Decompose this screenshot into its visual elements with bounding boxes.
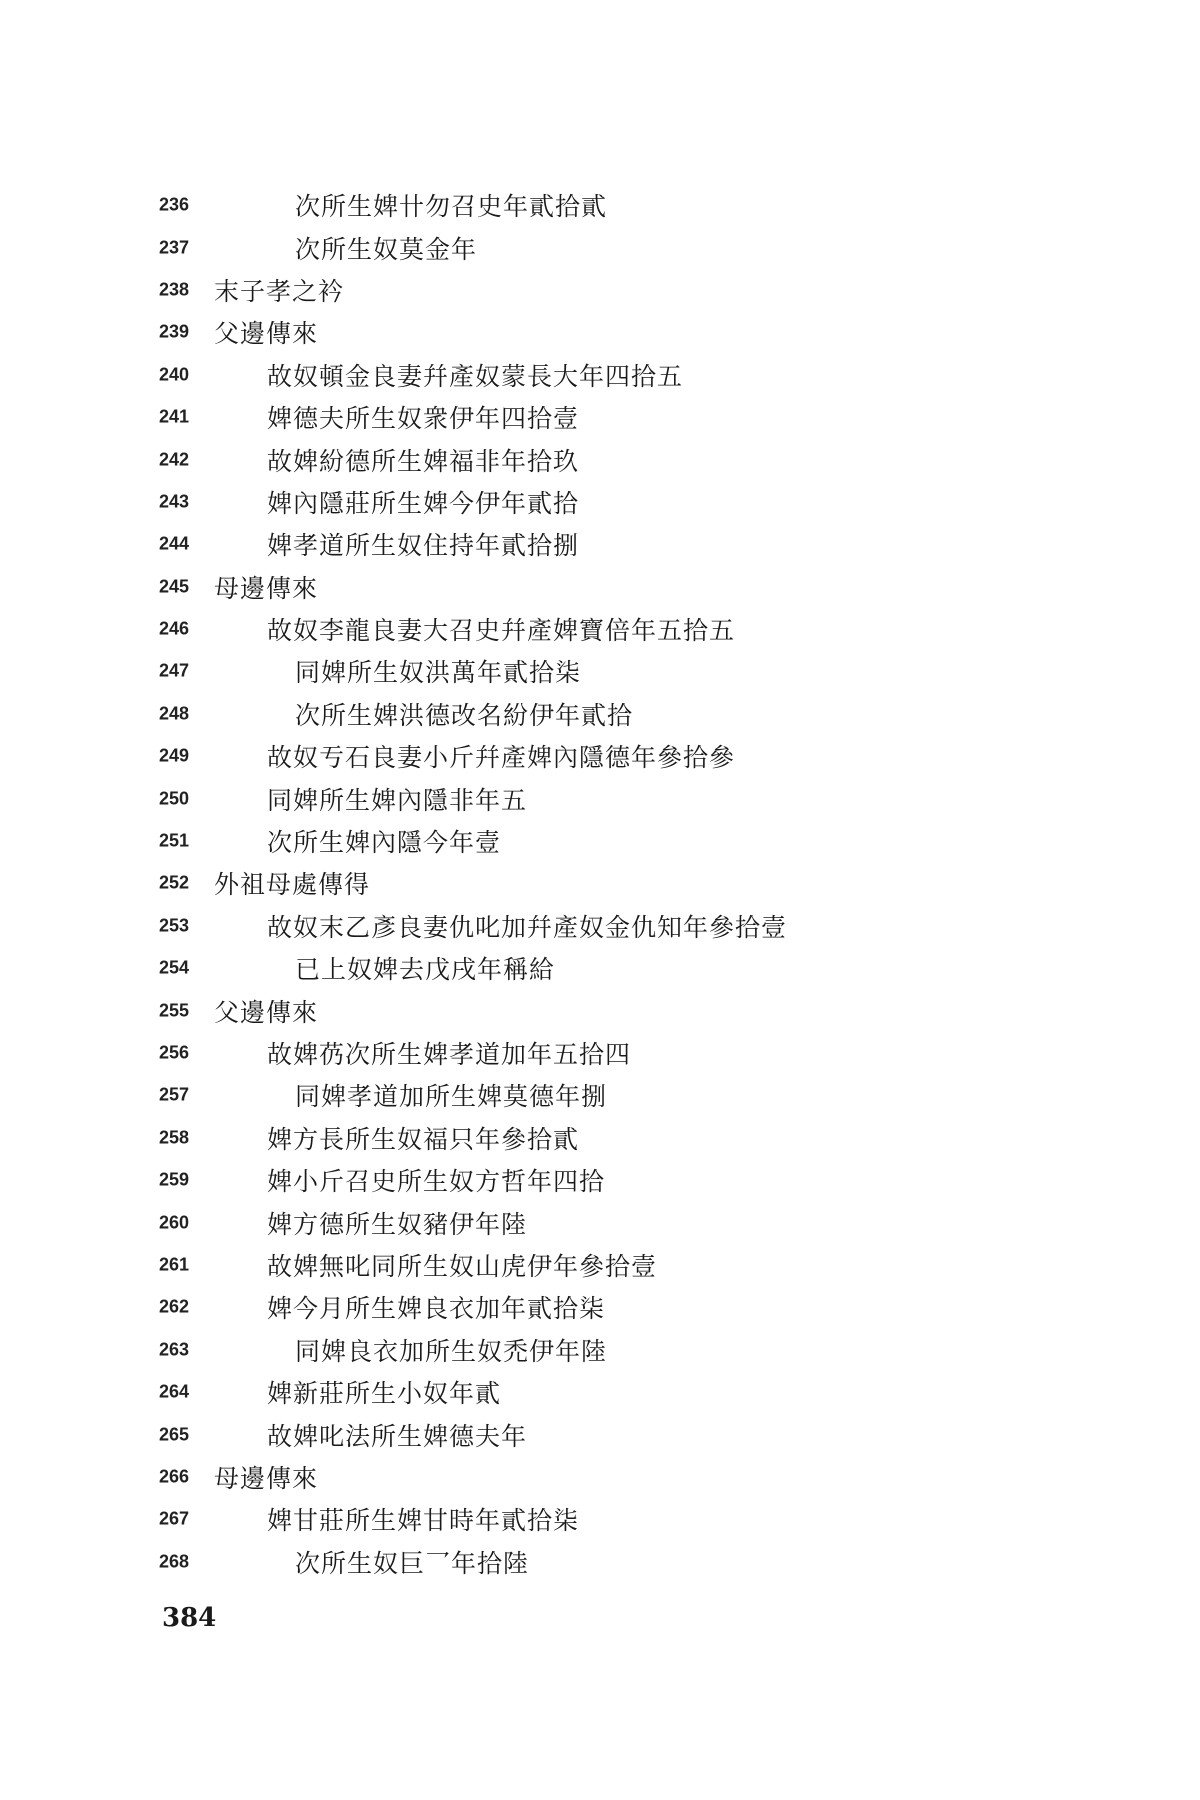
document-line <box>0 947 1200 989</box>
document-line <box>0 269 1200 311</box>
line-number: 237 <box>159 237 190 258</box>
document-line <box>0 1117 1200 1159</box>
line-number: 256 <box>159 1042 190 1063</box>
line-text: 次所生婢內隱今年壹 <box>267 828 502 858</box>
page-number: 384 <box>162 1603 217 1633</box>
document-lines <box>0 184 1200 1583</box>
line-text: 父邊傳來 <box>214 997 319 1027</box>
line-number: 262 <box>159 1296 190 1317</box>
document-line <box>0 523 1200 565</box>
document-line <box>0 1286 1200 1328</box>
line-text: 同婢所生奴洪萬年貳拾柒 <box>295 658 582 688</box>
line-text: 同婢良衣加所生奴禿伊年陸 <box>295 1336 608 1366</box>
document-line <box>0 481 1200 523</box>
line-number: 249 <box>159 745 190 766</box>
line-number: 251 <box>159 830 190 851</box>
line-number: 263 <box>159 1339 190 1360</box>
line-number: 260 <box>159 1212 190 1233</box>
line-text: 次所生奴莫金年 <box>295 234 478 264</box>
line-number: 243 <box>159 491 190 512</box>
line-text: 故婢紛德所生婢福非年拾玖 <box>267 446 580 476</box>
line-number: 250 <box>159 788 190 809</box>
line-text: 婢今月所生婢良衣加年貳拾柒 <box>267 1294 606 1324</box>
line-number: 254 <box>159 957 190 978</box>
document-line <box>0 566 1200 608</box>
document-line <box>0 777 1200 819</box>
document-line <box>0 1371 1200 1413</box>
line-number: 247 <box>159 660 190 681</box>
line-number: 261 <box>159 1254 190 1275</box>
document-line <box>0 1201 1200 1243</box>
line-text: 故婢無叱同所生奴山虎伊年參拾壹 <box>267 1251 658 1281</box>
line-text: 母邊傳來 <box>214 573 319 603</box>
line-text: 已上奴婢去戊戌年稱給 <box>295 955 556 985</box>
document-line <box>0 735 1200 777</box>
line-text: 婢德夫所生奴衆伊年四拾壹 <box>267 404 580 434</box>
line-text: 婢方長所生奴福只年參拾貳 <box>267 1124 580 1154</box>
document-line <box>0 693 1200 735</box>
line-number: 265 <box>159 1424 190 1445</box>
line-text: 婢甘莊所生婢甘時年貳拾柒 <box>267 1506 580 1536</box>
line-number: 239 <box>159 321 190 342</box>
document-line <box>0 1032 1200 1074</box>
document-line <box>0 1329 1200 1371</box>
document-line <box>0 184 1200 226</box>
document-line <box>0 608 1200 650</box>
document-line <box>0 650 1200 692</box>
document-line <box>0 820 1200 862</box>
line-number: 257 <box>159 1084 190 1105</box>
line-number: 259 <box>159 1169 190 1190</box>
line-text: 婢小斤召史所生奴方哲年四拾 <box>267 1167 606 1197</box>
document-line <box>0 1541 1200 1583</box>
line-text: 次所生婢卄勿召史年貳拾貳 <box>295 192 608 222</box>
document-line <box>0 1074 1200 1116</box>
line-number: 264 <box>159 1381 190 1402</box>
line-text: 父邊傳來 <box>214 319 319 349</box>
line-number: 252 <box>159 872 190 893</box>
document-line <box>0 905 1200 947</box>
line-text: 次所生奴巨乛年拾陸 <box>295 1548 530 1578</box>
document-line <box>0 226 1200 268</box>
line-number: 238 <box>159 279 190 300</box>
line-text: 婢方德所生奴豬伊年陸 <box>267 1209 528 1239</box>
line-number: 240 <box>159 364 190 385</box>
line-text: 故婢叱法所生婢德夫年 <box>267 1421 528 1451</box>
document-line <box>0 1244 1200 1286</box>
line-text: 婢內隱莊所生婢今伊年貳拾 <box>267 488 580 518</box>
line-number: 242 <box>159 449 190 470</box>
document-line <box>0 1456 1200 1498</box>
document-line <box>0 311 1200 353</box>
line-number: 253 <box>159 915 190 936</box>
line-text: 母邊傳來 <box>214 1463 319 1493</box>
document-line <box>0 1498 1200 1540</box>
document-line <box>0 862 1200 904</box>
line-text: 外祖母處傳得 <box>214 870 371 900</box>
document-line <box>0 989 1200 1031</box>
line-text: 次所生婢洪德改名紛伊年貳拾 <box>295 700 634 730</box>
line-text: 同婢孝道加所生婢莫德年捌 <box>295 1082 608 1112</box>
line-text: 故婢芿次所生婢孝道加年五拾四 <box>267 1040 632 1069</box>
line-number: 245 <box>159 576 190 597</box>
line-text: 故奴亐石良妻小斤幷產婢內隱德年參拾參 <box>267 743 736 773</box>
line-text: 故奴頓金良妻幷產奴蒙長大年四拾五 <box>267 361 684 391</box>
line-number: 258 <box>159 1127 190 1148</box>
line-number: 236 <box>159 194 190 215</box>
line-number: 248 <box>159 703 190 724</box>
line-text: 故奴李龍良妻大召史幷產婢寶倍年五拾五 <box>267 616 736 646</box>
line-number: 255 <box>159 1000 190 1021</box>
line-number: 267 <box>159 1508 190 1529</box>
line-text: 末子孝之衿 <box>214 276 345 306</box>
line-number: 241 <box>159 406 190 427</box>
line-number: 246 <box>159 618 190 639</box>
document-line <box>0 1159 1200 1201</box>
document-line <box>0 396 1200 438</box>
document-line <box>0 438 1200 480</box>
line-text: 同婢所生婢內隱非年五 <box>267 785 528 815</box>
line-text: 婢孝道所生奴住持年貳拾捌 <box>267 531 580 561</box>
line-text: 故奴末乙彥良妻仇叱加幷產奴金仇知年參拾壹 <box>267 912 788 942</box>
document-line <box>0 354 1200 396</box>
document-line <box>0 1413 1200 1455</box>
line-number: 266 <box>159 1466 190 1487</box>
line-number: 244 <box>159 533 190 554</box>
line-text: 婢新莊所生小奴年貳 <box>267 1379 502 1409</box>
line-number: 268 <box>159 1551 190 1572</box>
